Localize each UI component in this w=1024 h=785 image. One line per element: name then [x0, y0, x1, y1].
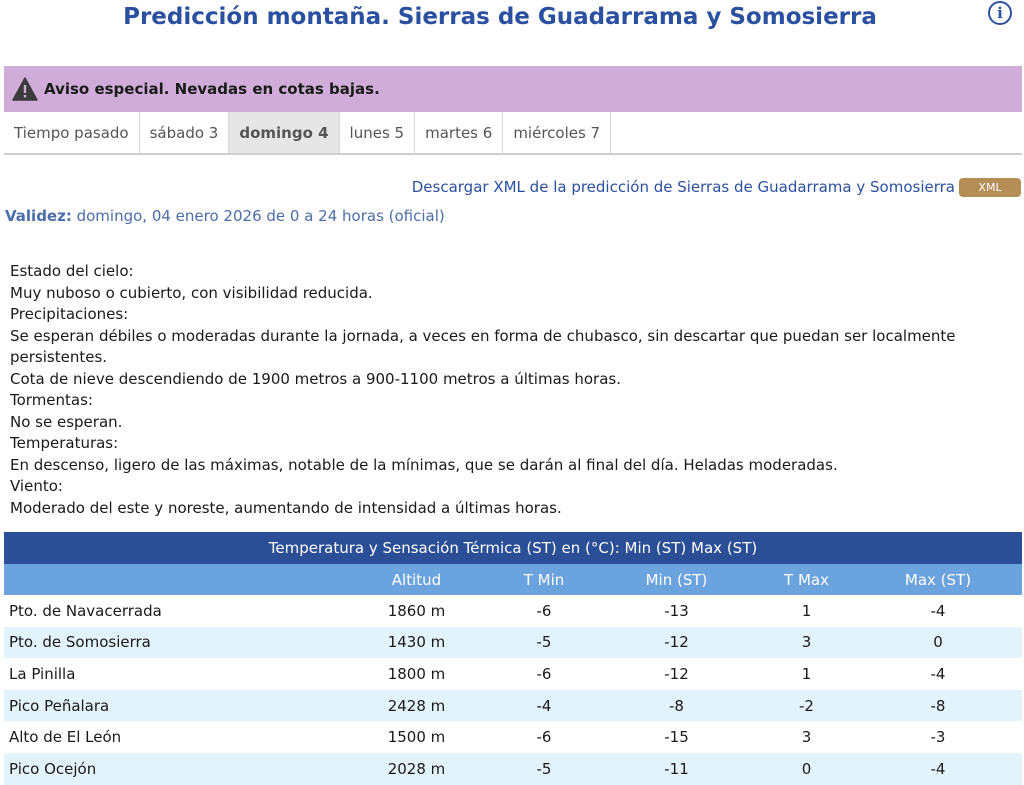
tab-domingo-4[interactable]: domingo 4 [229, 112, 339, 153]
cell-tmin: -6 [494, 658, 594, 690]
cell-tmax: -2 [759, 690, 854, 722]
warning-text: Aviso especial. Nevadas en cotas bajas. [44, 80, 380, 98]
table-row [4, 595, 1022, 627]
header-altitude: Altitud [339, 564, 494, 595]
temperatures-heading: Temperaturas: [10, 434, 119, 452]
cell-tmax: 1 [759, 658, 854, 690]
cell-location: Alto de El León [4, 721, 339, 753]
cell-min-st: -8 [594, 690, 759, 722]
temperature-table [4, 532, 1022, 785]
cell-max-st: -4 [854, 753, 1022, 785]
sky-heading: Estado del cielo: [10, 262, 134, 280]
header-location [4, 564, 339, 595]
cell-min-st: -11 [594, 753, 759, 785]
table-row [4, 690, 1022, 722]
header-min-st: Min (ST) [594, 564, 759, 595]
storms-heading: Tormentas: [10, 391, 93, 409]
storms-text: No se esperan. [10, 412, 123, 431]
download-xml [412, 177, 1021, 197]
header-tmax: T Max [759, 564, 854, 595]
forecast-text [10, 261, 1022, 519]
cell-location: Pto. de Navacerrada [4, 595, 339, 627]
cell-tmax: 3 [759, 627, 854, 659]
cell-altitude: 2428 m [339, 690, 494, 722]
tab-miercoles-7[interactable]: miércoles 7 [503, 112, 611, 153]
validity-label: Validez: [5, 207, 72, 225]
table-row [4, 627, 1022, 659]
cell-tmax: 0 [759, 753, 854, 785]
temperatures-text: En descenso, ligero de las máximas, notable de la mínimas, que se darán al final del día. Heladas moderadas. [10, 455, 838, 474]
cell-max-st: -4 [854, 658, 1022, 690]
cell-tmin: -5 [494, 627, 594, 659]
cell-tmin: -5 [494, 753, 594, 785]
cell-altitude: 1500 m [339, 721, 494, 753]
cell-max-st: -4 [854, 595, 1022, 627]
cell-altitude: 1860 m [339, 595, 494, 627]
cell-tmin: -4 [494, 690, 594, 722]
cell-tmin: -6 [494, 595, 594, 627]
cell-tmin: -6 [494, 721, 594, 753]
snow-level-text: Cota de nieve descendiendo de 1900 metros a 900-1100 metros a últimas horas. [10, 369, 621, 388]
special-warning-banner [4, 66, 1022, 112]
cell-altitude: 2028 m [339, 753, 494, 785]
cell-max-st: -3 [854, 721, 1022, 753]
xml-badge[interactable]: XML [959, 178, 1021, 197]
tab-tiempo-pasado[interactable]: Tiempo pasado [4, 112, 140, 153]
tab-martes-6[interactable]: martes 6 [415, 112, 503, 153]
info-icon[interactable]: i [988, 1, 1012, 25]
table-caption: Temperatura y Sensación Térmica (ST) en (°C): Min (ST) Max (ST) [4, 532, 1022, 564]
wind-heading: Viento: [10, 477, 63, 495]
tab-sabado-3[interactable]: sábado 3 [140, 112, 230, 153]
wind-text: Moderado del este y noreste, aumentando de intensidad a últimas horas. [10, 498, 562, 517]
table-row [4, 721, 1022, 753]
validity-text: domingo, 04 enero 2026 de 0 a 24 horas (oficial) [71, 207, 445, 225]
cell-altitude: 1800 m [339, 658, 494, 690]
cell-max-st: -8 [854, 690, 1022, 722]
table-row [4, 658, 1022, 690]
page-title: Predicción montaña. Sierras de Guadarrama y Somosierra [123, 4, 877, 30]
cell-location: Pico Peñalara [4, 690, 339, 722]
cell-tmax: 1 [759, 595, 854, 627]
cell-location: La Pinilla [4, 658, 339, 690]
cell-location: Pto. de Somosierra [4, 627, 339, 659]
tab-lunes-5[interactable]: lunes 5 [340, 112, 416, 153]
validity [5, 207, 445, 225]
sky-text: Muy nuboso o cubierto, con visibilidad reducida. [10, 283, 373, 302]
cell-min-st: -15 [594, 721, 759, 753]
download-xml-link[interactable]: Descargar XML de la predicción de Sierras de Guadarrama y Somosierra [411, 178, 955, 196]
warning-triangle-icon [12, 77, 38, 101]
cell-min-st: -13 [594, 595, 759, 627]
cell-altitude: 1430 m [339, 627, 494, 659]
day-tabs [4, 112, 1022, 155]
precip-text: Se esperan débiles o moderadas durante la jornada, a veces en forma de chubasco, sin descartar que puedan ser localmente persistentes. [10, 326, 956, 366]
table-row [4, 753, 1022, 785]
cell-max-st: 0 [854, 627, 1022, 659]
cell-min-st: -12 [594, 658, 759, 690]
header-tmin: T Min [494, 564, 594, 595]
precip-heading: Precipitaciones: [10, 305, 129, 323]
cell-location: Pico Ocejón [4, 753, 339, 785]
cell-tmax: 3 [759, 721, 854, 753]
cell-min-st: -12 [594, 627, 759, 659]
header-max-st: Max (ST) [854, 564, 1022, 595]
table-header-row [4, 564, 1022, 595]
